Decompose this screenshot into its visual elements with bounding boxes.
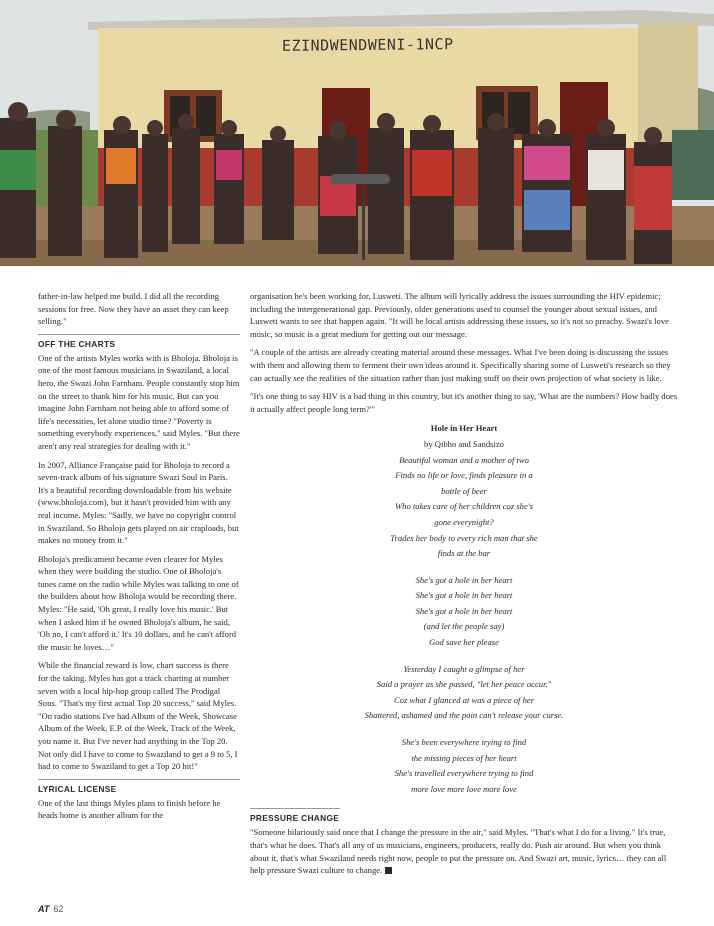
right-paragraph-1: organisation he's been working for, Lusweti. The album will lyrically address the issues surrounding the HIV epidemic; including the intergenerational gap. Previously, older generations used to counsel the younger about sexual issues, and Lusweti wants to see that happen again. "It will be local artists addressing these issues, so it's not so preachy. Swazi's love music, so music is a great medium for getting out our message.	[250, 291, 669, 339]
poem-line: Beautiful woman and a mother of two	[399, 454, 529, 465]
poem-line: She's travelled everywhere trying to find	[394, 768, 534, 779]
page-folio	[38, 904, 63, 914]
right-paragraph-2: "A couple of the artists are already creating material around these messages. What I've been doing is discussing the issues with them and allowing them to ferment their own ideas around it. Specifically sharing some of Lusweti's research so they can actually see the realities of the situation rather than just making stuff on their own projection of what society is like.	[250, 347, 671, 383]
poem-stanza-3	[250, 662, 678, 724]
poem	[250, 421, 678, 797]
poem-line: God save her please	[429, 637, 499, 648]
end-mark-icon	[385, 867, 392, 874]
poem-line: the missing pieces of her heart	[411, 752, 517, 763]
poem-line: gone everynight?	[434, 516, 494, 527]
page-number: 62	[53, 904, 64, 914]
right-paragraph-4	[250, 826, 678, 876]
poem-byline: by Qibho and Sandsizo	[424, 438, 504, 449]
poem-line: Finds no life or love, finds pleasure in a	[395, 470, 533, 481]
poem-line: bottle of beer	[441, 485, 487, 496]
poem-line: She's been everywhere trying to find	[401, 737, 527, 748]
header-photo	[0, 0, 714, 266]
poem-line: She's got a hole in her heart	[415, 590, 513, 601]
poem-title: Hole in Her Heart	[430, 423, 498, 434]
poem-line: Who takes care of her children coz she's	[395, 501, 533, 512]
poem-line: Shattered, ashamed and the pain can't release your curse.	[364, 710, 564, 721]
left-paragraph-2: One of the artists Myles works with is Bholoja. Bholoja is one of the most famous musicians in Swaziland, a local hero, the Swazi John Farnham. People constantly stop him on the street to thank him for his music. But can you imagine John Farnham not being able to afford some of life's necessities, let alone studio time? "Poverty is something everybody experiences," said Myles. "But there aren't any real strategies for dealing with it."	[38, 352, 240, 451]
left-paragraph-4: Bholoja's predicament became even clearer for Myles when they were building the studio. One of Bholoja's tunes came on the radio while Myles was talking to one of the builders about how Bholoja would be recording there. Myles: "He said, 'Oh great, I really love his music.' But when I asked him if he owned Bholoja's album, he said, 'Oh no, I can't afford it.' It's 10 dollars, and he can't afford the music he loves…"	[38, 553, 239, 652]
poem-line: Yesterday I caught a glimpse of her	[403, 663, 525, 674]
poem-stanza-4	[250, 735, 678, 797]
poem-line: finds at the bar	[437, 548, 491, 559]
heading-off-the-charts: OFF THE CHARTS	[38, 338, 116, 349]
poem-line: (and let the people say)	[423, 621, 505, 632]
section-rule	[38, 779, 240, 780]
heading-lyrical-license: LYRICAL LICENSE	[38, 783, 117, 794]
poem-line: Coz what I glanced at was a piece of her	[393, 694, 535, 705]
left-paragraph-6: One of the last things Myles plans to finish before he heads home is another album for the	[38, 797, 221, 821]
poem-line: more love more love more love	[411, 783, 517, 794]
right-column	[250, 290, 678, 883]
heading-pressure-change: PRESSURE CHANGE	[250, 813, 340, 824]
left-paragraph-3: In 2007, Alliance Française paid for Bholoja to record a seven-track album of his signature Swazi Soul in Paris. It's a beautiful recording downloadable from his website (www.bholoja.com), but it hasn't provided him with any real income. Myles: "Sadly, we have no copyright control in Swaziland. So Bholoja gets played on air craploads, but makes no money from it."	[38, 459, 239, 546]
section-rule	[38, 334, 240, 335]
poem-stanza-1	[250, 453, 678, 562]
section-rule	[250, 808, 340, 809]
right-paragraph-3: "It's one thing to say HIV is a bad thing in this country, but it's another thing to say, 'What are the numbers? How badly does it actually affect people long term?'"	[250, 391, 678, 414]
poem-line: Said a prayer as she passed, "let her peace occur."	[376, 679, 552, 690]
magazine-brand: AT	[38, 904, 50, 914]
building-sign: EZINDWENDWENI-1NCP	[281, 35, 454, 55]
poem-line: She's got a hole in her heart	[415, 605, 513, 616]
left-column	[38, 290, 240, 828]
poem-stanza-2	[250, 573, 678, 651]
left-paragraph-1: father-in-law helped me build. I did all the recording sessions for free. Now they have an asset they can keep selling."	[38, 291, 229, 327]
right-paragraph-4-text: "Someone hilariously said once that I change the pressure in the air," said Myles. "That's what I do for a living." It's true, that's what he does. That's all any of us musicians, engineers, producers, really do. Push air around. But when you think about it, that's what Swaziland needs right now, people to put the pressure on. And Swazi art, music, lyrics… they can all help pressure Swazi culture to change.	[250, 827, 667, 876]
poem-line: Trades her body to every rich man that she	[390, 532, 538, 543]
left-paragraph-5: While the financial reward is low, chart success is there for the taking. Myles has got a track charting at number seven with a local hip-hop group called The Prodigal Sons. "That's my first actual Top 20 success," said Myles. "On radio stations I've had Album of the Week, Showcase Album of the Week, E.P. of the Week, Track of the Week, you name it. But I've never had anything in the Top 20. Not only did I have to come to Swaziland to get a 9 to 5, I had to come to Swaziland to get a Top 20 hit!"	[38, 660, 238, 772]
poem-line: She's got a hole in her heart	[415, 574, 513, 585]
